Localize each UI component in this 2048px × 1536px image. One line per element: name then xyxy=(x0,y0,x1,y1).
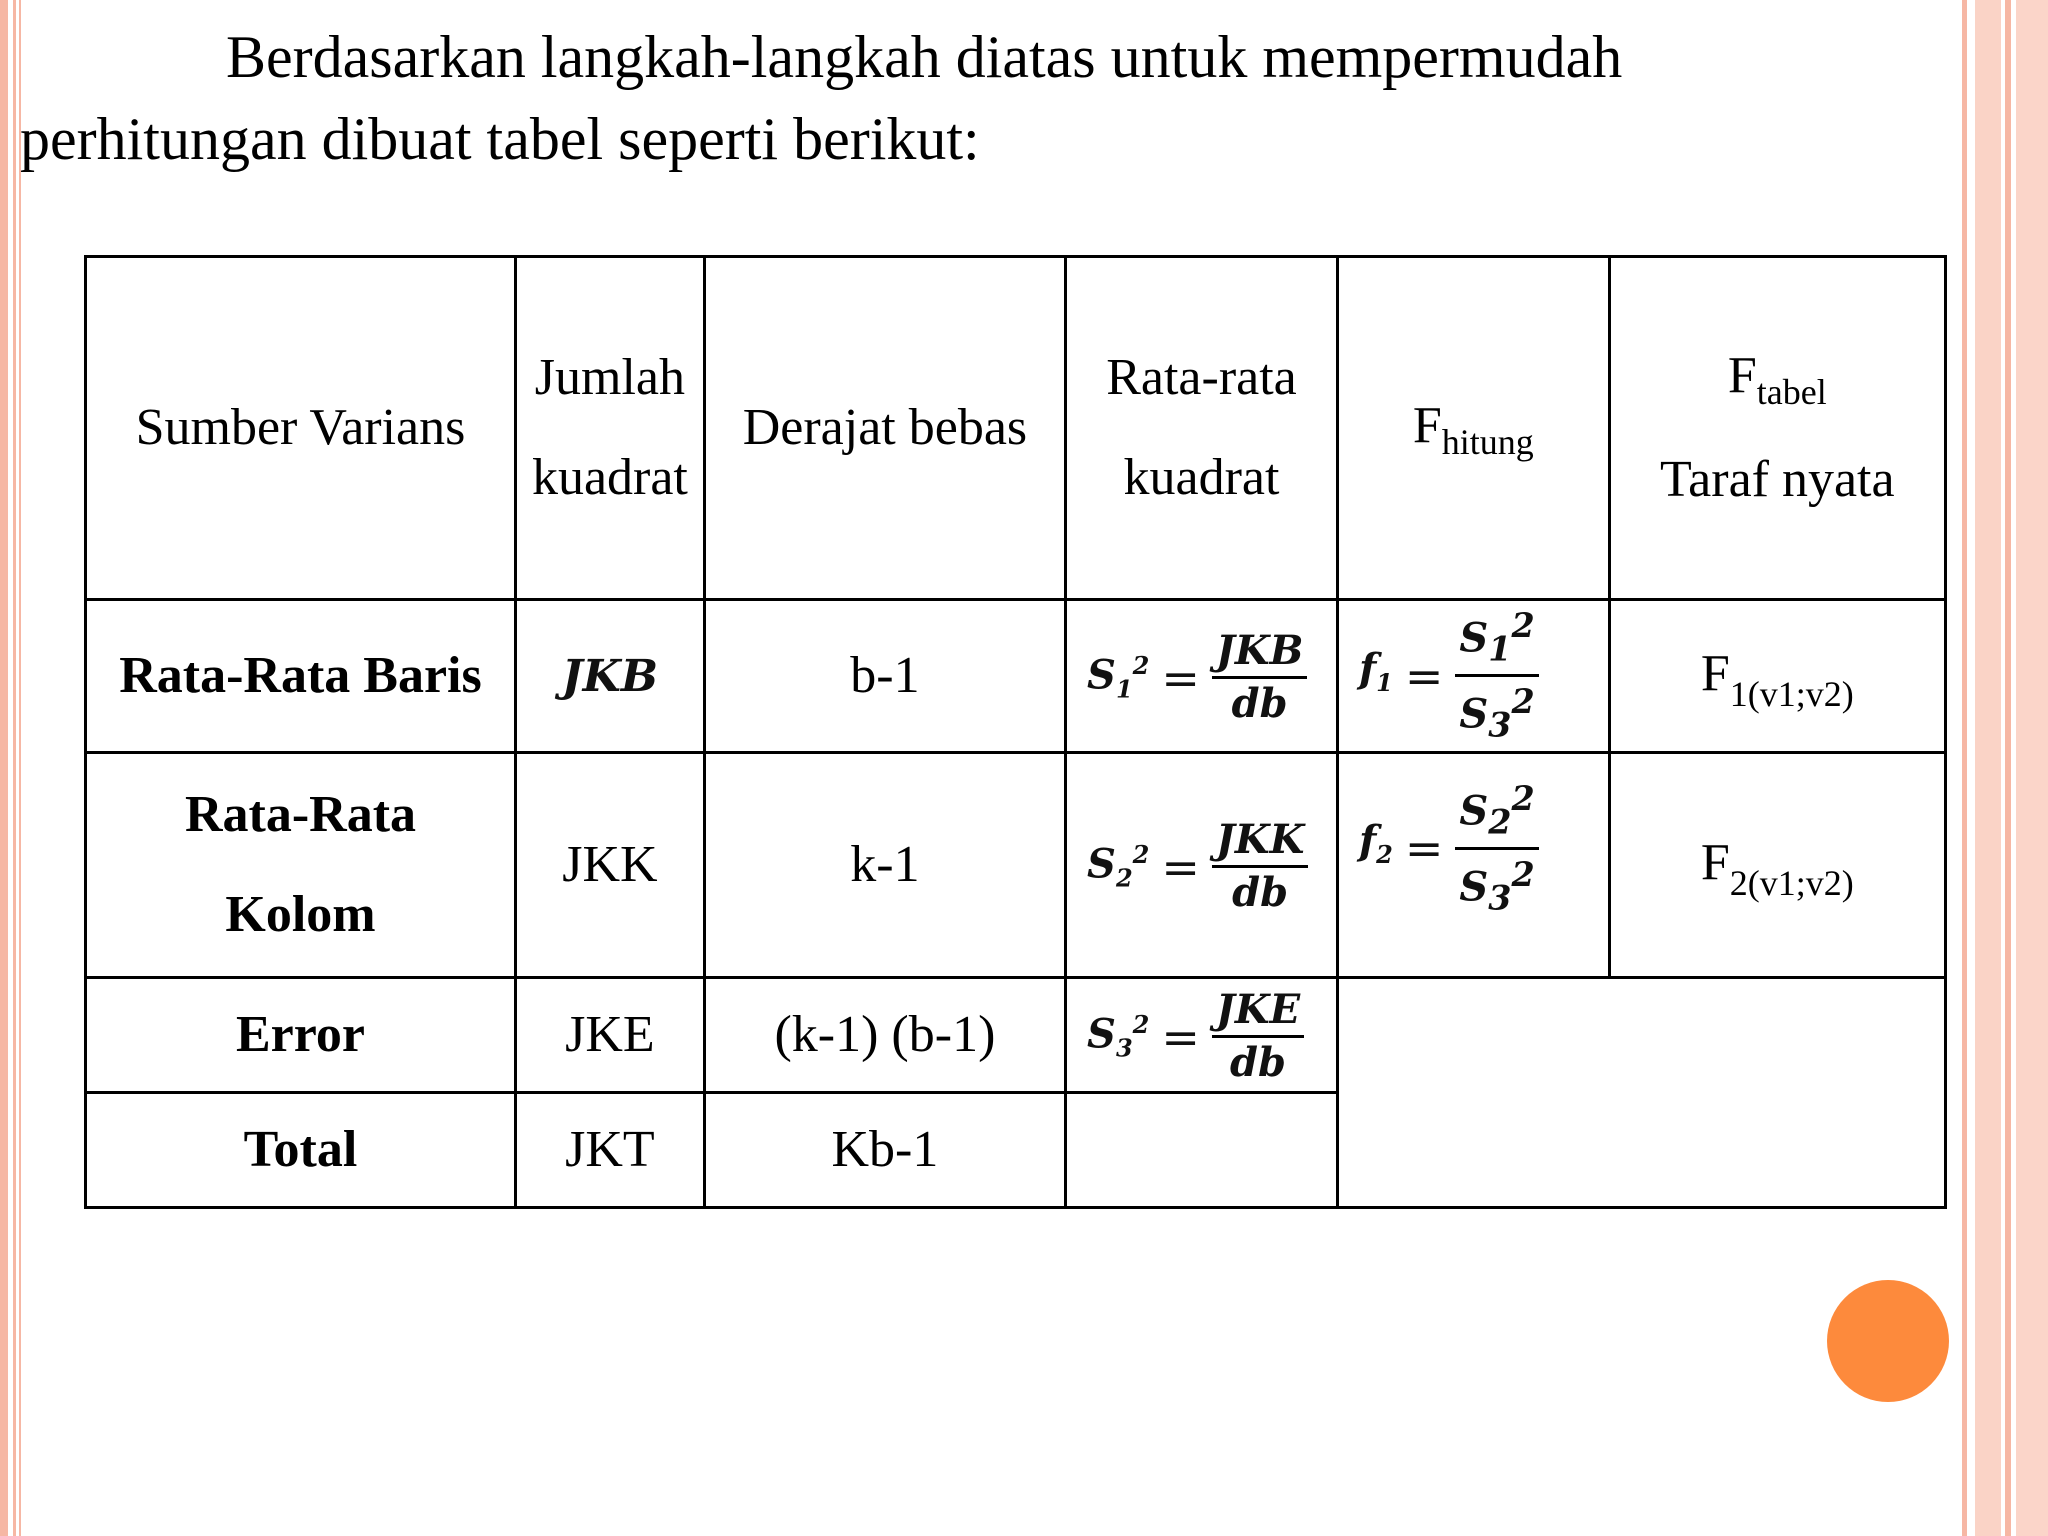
anova-table xyxy=(84,255,1947,1209)
intro-line-2: perhitungan dibuat tabel seperti berikut: xyxy=(20,106,980,172)
header-sum-of-squares: Jumlah kuadrat xyxy=(515,257,704,600)
right-stripe-mid xyxy=(2005,0,2011,1536)
header-f-tabel: $F_{tabel}$ Taraf nyata xyxy=(1609,257,1945,600)
left-stripe-thinner xyxy=(19,0,21,1536)
right-stripe-wide xyxy=(1975,0,2001,1536)
right-stripe-edge xyxy=(2016,0,2048,1536)
row-df: Kb-1 xyxy=(704,1092,1065,1207)
right-stripe-thin xyxy=(1962,0,1967,1536)
row-ms-formula: $S_1^2$ = $\frac{\text{JKB}}{db}$ xyxy=(1066,600,1338,753)
row-f-tabel: $F_{1(v1;v2)}$ xyxy=(1609,600,1945,753)
row-source: Rata-Rata Baris xyxy=(86,600,516,753)
table-row xyxy=(86,600,1946,753)
row-f-formula: $f_1$ = $\frac{S_1^2}{S_3^2}$ xyxy=(1337,600,1609,753)
row-df: k-1 xyxy=(704,752,1065,977)
header-mean-square: Rata-rata kuadrat xyxy=(1066,257,1338,600)
row-df: b-1 xyxy=(704,600,1065,753)
row-ss: JKT xyxy=(515,1092,704,1207)
row-df: (k-1) (b-1) xyxy=(704,977,1065,1092)
row-ms-formula: $S_2^2$ = $\frac{\text{JKK}}{db}$ xyxy=(1066,752,1338,977)
row-ss: JKK xyxy=(515,752,704,977)
table-row xyxy=(86,752,1946,977)
left-stripe-thin xyxy=(13,0,16,1536)
row-source: Total xyxy=(86,1092,516,1207)
row-source: Error xyxy=(86,977,516,1092)
left-stripe-wide xyxy=(0,0,8,1536)
row-ms-empty xyxy=(1066,1092,1338,1207)
header-source: Sumber Varians xyxy=(86,257,516,600)
row-ss: JKB xyxy=(515,600,704,753)
table-row xyxy=(86,977,1946,1092)
row-source: Rata-Rata Kolom xyxy=(86,752,516,977)
row-ss: JKE xyxy=(515,977,704,1092)
intro-line-1: Berdasarkan langkah-langkah diatas untuk mempermudah xyxy=(226,24,1623,90)
intro-paragraph xyxy=(20,16,1920,180)
row-f-formula: $f_2$ = $\frac{S_2^2}{S_3^2}$ xyxy=(1337,752,1609,977)
orange-circle-decoration xyxy=(1827,1280,1949,1402)
row-ms-formula: $S_3^2$ = $\frac{\text{JKE}}{db}$ xyxy=(1066,977,1338,1092)
table-header-row xyxy=(86,257,1946,600)
row-f-tabel: $F_{2(v1;v2)}$ xyxy=(1609,752,1945,977)
header-f-hitung: $F_{hitung}$ xyxy=(1337,257,1609,600)
header-degrees-of-freedom: Derajat bebas xyxy=(704,257,1065,600)
empty-merged-cell xyxy=(1337,977,1945,1207)
